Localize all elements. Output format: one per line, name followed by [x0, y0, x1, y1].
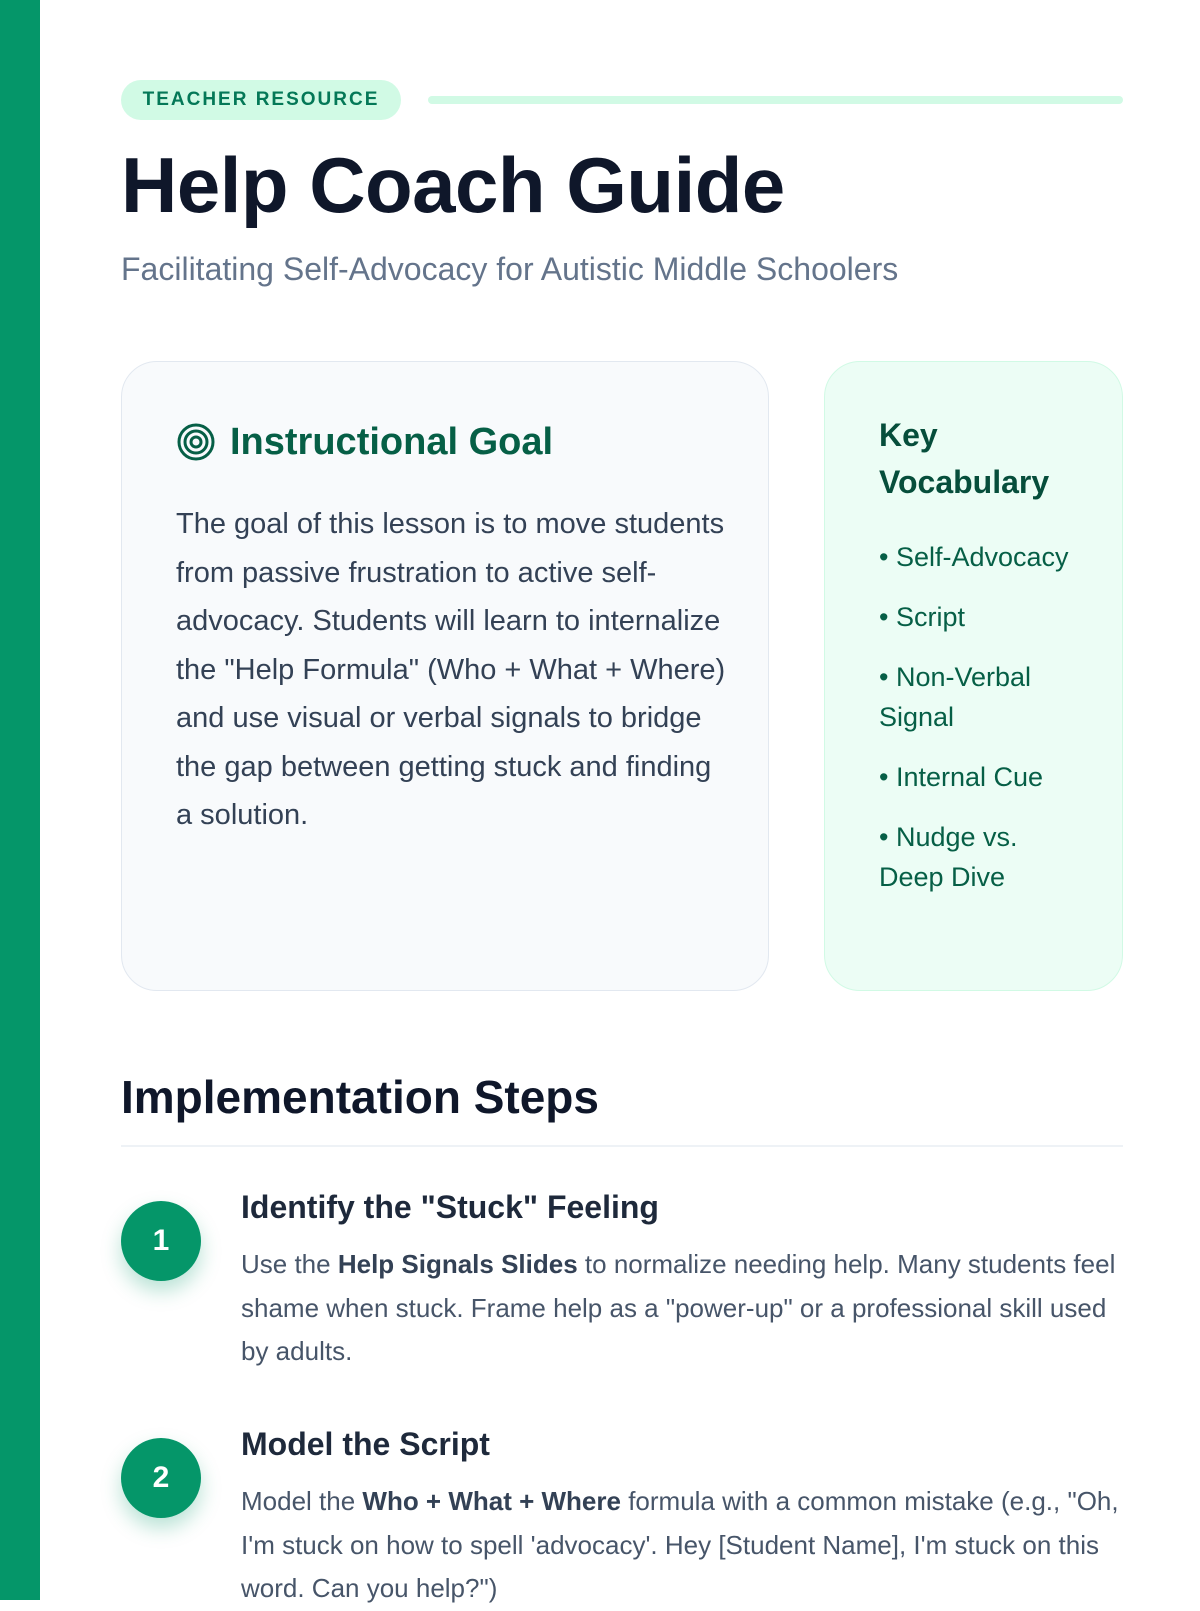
- goal-title: Instructional Goal: [230, 420, 554, 463]
- vocabulary-title: Key Vocabulary: [879, 417, 1050, 500]
- accent-side-bar: [0, 0, 40, 1600]
- goal-heading: [176, 418, 553, 466]
- key-vocabulary-card: [824, 361, 1123, 991]
- page-title: Help Coach Guide: [121, 141, 785, 229]
- instructional-goal-card: [121, 361, 769, 991]
- step-text-emphasis: Who + What + Where: [362, 1486, 621, 1516]
- step-number-badge: 2: [121, 1438, 201, 1518]
- resource-badge: TEACHER RESOURCE: [121, 80, 401, 120]
- vocabulary-item: • Script: [879, 597, 1079, 637]
- target-icon: [176, 422, 216, 462]
- section-divider: [121, 1145, 1123, 1147]
- vocabulary-item: • Internal Cue: [879, 757, 1079, 797]
- header-divider: [428, 96, 1123, 104]
- step-description: [241, 1243, 1121, 1374]
- step-text-part: to normalize needing help. Many students feel shame when stuck. Frame help as a "power-up" or a professional skill used by adults.: [241, 1249, 1116, 1366]
- header-kicker-row: [121, 80, 1123, 120]
- goal-description: The goal of this lesson is to move students from passive frustration to active self-advocacy. Students will learn to internalize the "Help Formula" (Who + What + Where) and use visual or verbal signals to bridge the gap between getting stuck and finding a solution.: [176, 508, 726, 831]
- step-number-badge: 1: [121, 1201, 201, 1281]
- vocabulary-list: [879, 537, 1079, 917]
- vocabulary-item: • Non-Verbal Signal: [879, 657, 1079, 737]
- step-title: Model the Script: [241, 1426, 490, 1462]
- step-text-part: formula with a common mistake (e.g., "Oh, I'm stuck on how to spell 'advocacy'. Hey [Student Name], I'm stuck on this word. Can you help?"): [241, 1486, 1119, 1603]
- step-text-emphasis: Help Signals Slides: [337, 1249, 578, 1279]
- step-text-part: Use the: [241, 1249, 338, 1279]
- vocabulary-item: • Self-Advocacy: [879, 537, 1079, 577]
- step-title: Identify the "Stuck" Feeling: [241, 1189, 659, 1225]
- vocabulary-item: • Nudge vs. Deep Dive: [879, 817, 1079, 897]
- page-subtitle: Facilitating Self-Advocacy for Autistic Middle Schoolers: [121, 251, 899, 287]
- step-text-part: Model the: [241, 1486, 363, 1516]
- step-description: [241, 1480, 1121, 1611]
- implementation-steps-heading: Implementation Steps: [121, 1071, 599, 1123]
